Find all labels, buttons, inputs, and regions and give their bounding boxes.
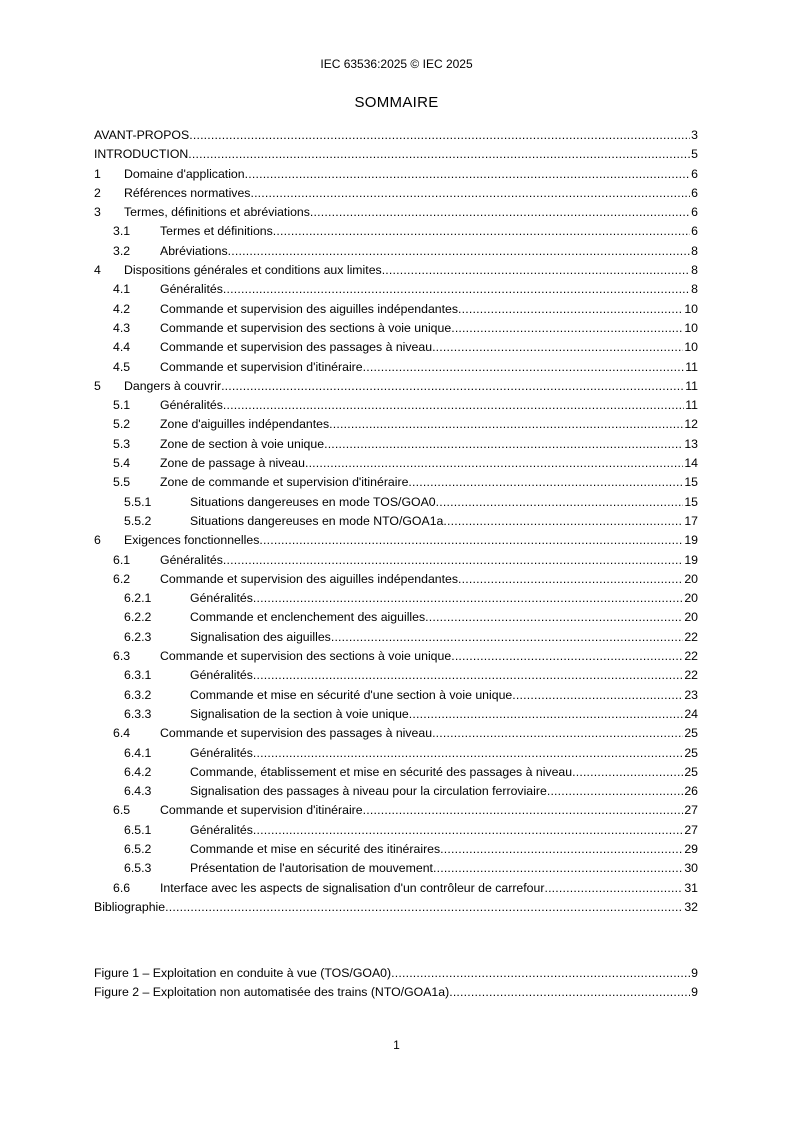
toc-entry[interactable] [94, 222, 698, 241]
toc-entry-title: Références normatives [124, 185, 251, 200]
toc-entry-page: 6 [691, 205, 698, 220]
list-of-figures [94, 964, 698, 1003]
toc-entry-page: 11 [685, 359, 698, 374]
dot-leader [223, 551, 683, 570]
toc-entry-title: Commande et supervision des sections à voie unique [160, 320, 452, 335]
dot-leader [432, 724, 683, 743]
toc-entry-number: 4.3 [113, 320, 131, 335]
toc-entry-title: Commande et mise en sécurité des itinéraires [190, 841, 441, 856]
toc-entry-number: 5.5.1 [124, 494, 152, 509]
toc-entry[interactable] [94, 358, 698, 377]
toc-entry-number: 6.5.3 [124, 861, 152, 876]
dot-leader [324, 435, 683, 454]
toc-entry-number: 5.5.2 [124, 513, 152, 528]
toc-entry-title: Généralités [190, 668, 253, 683]
document-header: IEC 63536:2025 © IEC 2025 [320, 57, 473, 71]
toc-entry-title: Abréviations [160, 243, 228, 258]
toc-entry-page: 17 [684, 513, 698, 528]
toc-entry-number: 4.5 [113, 359, 131, 374]
toc-entry-number: 6 [94, 533, 101, 548]
dot-leader [408, 473, 683, 492]
toc-entry[interactable] [94, 879, 698, 898]
toc-entry-number: 6.2 [113, 571, 131, 586]
toc-entry-title: Commande et supervision des sections à voie unique [160, 649, 452, 664]
toc-entry-page: 8 [691, 282, 698, 297]
toc-entry-title: Généralités [190, 745, 253, 760]
dot-leader [253, 744, 683, 763]
toc-entry-page: 20 [684, 571, 698, 586]
table-of-contents [94, 126, 698, 917]
dot-leader [259, 531, 683, 550]
toc-entry-page: 10 [684, 340, 698, 355]
toc-entry-title: Commande et supervision d'itinéraire [160, 803, 363, 818]
dot-leader [189, 126, 690, 145]
toc-entry-page: 25 [684, 745, 698, 760]
toc-entry-page: 15 [684, 494, 698, 509]
toc-entry-number: 5 [94, 378, 101, 393]
toc-entry-title: Commande et supervision des passages à niveau [160, 340, 433, 355]
toc-entry-title: Présentation de l'autorisation de mouvement [190, 861, 433, 876]
toc-entry-number: 6.4.1 [124, 745, 152, 760]
toc-entry-page: 20 [684, 591, 698, 606]
dot-leader [253, 821, 683, 840]
toc-entry-page: 6 [691, 185, 698, 200]
toc-entry[interactable] [94, 570, 698, 589]
dot-leader [436, 493, 684, 512]
toc-entry[interactable] [94, 551, 698, 570]
toc-entry[interactable] [94, 628, 698, 647]
dot-leader [409, 705, 684, 724]
toc-entry[interactable] [94, 377, 698, 396]
toc-entry-title: Figure 2 – Exploitation non automatisée des trains (NTO/GOA1a) [94, 985, 450, 1000]
toc-entry-page: 19 [684, 552, 698, 567]
toc-entry-title: Commande et supervision des aiguilles indépendantes [160, 571, 459, 586]
toc-entry-number: 6.6 [113, 880, 131, 895]
dot-leader [305, 454, 683, 473]
dot-leader [432, 338, 683, 357]
toc-entry[interactable] [94, 435, 698, 454]
dot-leader [382, 261, 690, 280]
toc-entry[interactable] [94, 686, 698, 705]
toc-entry-number: 5.2 [113, 417, 131, 432]
dot-leader [331, 628, 683, 647]
dot-leader [329, 415, 683, 434]
toc-entry[interactable] [94, 184, 698, 203]
toc-entry-title: Signalisation des passages à niveau pour la circulation ferroviaire [190, 784, 547, 799]
toc-entry-page: 8 [691, 243, 698, 258]
toc-entry-number: 5.1 [113, 398, 131, 413]
toc-entry[interactable] [94, 763, 698, 782]
toc-entry-number: 2 [94, 185, 101, 200]
dot-leader [363, 801, 684, 820]
toc-entry[interactable] [94, 338, 698, 357]
toc-entry[interactable] [94, 801, 698, 820]
toc-entry[interactable] [94, 145, 698, 164]
toc-entry[interactable] [94, 859, 698, 878]
toc-entry-number: 6.4 [113, 726, 131, 741]
toc-entry-title: Zone de commande et supervision d'itinéraire [160, 475, 409, 490]
toc-entry[interactable] [94, 319, 698, 338]
toc-entry-number: 6.5 [113, 803, 131, 818]
toc-entry-number: 5.4 [113, 456, 131, 471]
toc-entry-title: Commande et supervision des aiguilles indépendantes [160, 301, 459, 316]
toc-entry-title: Généralités [160, 398, 223, 413]
toc-entry-number: 6.2.1 [124, 591, 152, 606]
toc-entry-number: 1 [94, 166, 101, 181]
toc-entry-number: 6.3.3 [124, 706, 152, 721]
dot-leader [310, 203, 690, 222]
toc-entry-number: 5.5 [113, 475, 131, 490]
dot-leader [449, 983, 690, 1002]
dot-leader [443, 512, 683, 531]
toc-entry[interactable] [94, 454, 698, 473]
toc-entry[interactable] [94, 203, 698, 222]
dot-leader [250, 184, 690, 203]
dot-leader [547, 782, 683, 801]
toc-entry-number: 6.4.3 [124, 784, 152, 799]
toc-entry-title: Termes et définitions [160, 224, 273, 239]
toc-entry-page: 31 [684, 880, 698, 895]
toc-entry-title: Interface avec les aspects de signalisation d'un contrôleur de carrefour [160, 880, 545, 895]
dot-leader [245, 165, 691, 184]
toc-entry[interactable] [94, 724, 698, 743]
toc-entry[interactable] [94, 242, 698, 261]
toc-entry-page: 23 [684, 687, 698, 702]
toc-entry-title: Signalisation des aiguilles [190, 629, 331, 644]
toc-entry-number: 6.5.1 [124, 822, 152, 837]
toc-entry-title: Généralités [190, 822, 253, 837]
toc-entry-page: 24 [684, 706, 698, 721]
toc-entry-page: 15 [684, 475, 698, 490]
toc-entry-page: 5 [691, 147, 698, 162]
toc-entry-number: 3.1 [113, 224, 131, 239]
toc-entry[interactable] [94, 473, 698, 492]
toc-entry[interactable] [94, 261, 698, 280]
toc-entry-page: 22 [684, 668, 698, 683]
dot-leader [221, 377, 684, 396]
toc-entry-number: 6.4.2 [124, 764, 152, 779]
toc-entry-title: Zone d'aiguilles indépendantes [160, 417, 330, 432]
toc-entry-page: 22 [684, 629, 698, 644]
toc-entry[interactable] [94, 531, 698, 550]
toc-entry[interactable] [94, 744, 698, 763]
toc-entry-title: Zone de section à voie unique [160, 436, 325, 451]
toc-entry[interactable] [94, 782, 698, 801]
toc-entry-number: 4.1 [113, 282, 131, 297]
toc-entry-number: 3.2 [113, 243, 131, 258]
toc-entry-title: Domaine d'application [124, 166, 245, 181]
toc-entry[interactable] [94, 415, 698, 434]
toc-entry-title: Signalisation de la section à voie unique [190, 706, 409, 721]
toc-entry-title: Figure 1 – Exploitation en conduite à vue (TOS/GOA0) [94, 966, 392, 980]
dot-leader [458, 570, 683, 589]
toc-entry-title: Bibliographie [94, 899, 166, 914]
toc-entry-title: Généralités [160, 552, 223, 567]
toc-entry-number: 6.1 [113, 552, 131, 567]
toc-entry-page: 25 [684, 764, 698, 779]
toc-entry[interactable] [94, 512, 698, 531]
toc-entry-page: 27 [684, 803, 698, 818]
toc-entry-title: Dangers à couvrir [124, 378, 222, 393]
toc-entry-number: 3 [94, 205, 101, 220]
toc-entry-page: 11 [685, 398, 698, 413]
toc-entry-number: 6.2.2 [124, 610, 152, 625]
dot-leader [458, 300, 683, 319]
toc-entry-title: AVANT-PROPOS [94, 128, 190, 142]
toc-entry[interactable] [94, 898, 698, 917]
toc-entry-page: 6 [691, 166, 698, 181]
toc-entry-number: 4.2 [113, 301, 131, 316]
page-number: 1 [393, 1038, 400, 1052]
figure-entry[interactable] [94, 964, 698, 983]
toc-entry-number: 6.3.1 [124, 668, 152, 683]
toc-entry-title: Commande, établissement et mise en sécurité des passages à niveau [190, 764, 573, 779]
dot-leader [253, 666, 683, 685]
toc-entry-title: Situations dangereuses en mode NTO/GOA1a [190, 513, 444, 528]
toc-entry-page: 3 [691, 128, 698, 142]
dot-leader [223, 280, 690, 299]
dot-leader [512, 686, 683, 705]
dot-leader [363, 358, 685, 377]
toc-entry-title: Exigences fonctionnelles [124, 533, 260, 548]
toc-entry-title: Généralités [160, 282, 223, 297]
toc-entry-page: 9 [691, 966, 698, 980]
toc-entry-page: 22 [684, 649, 698, 664]
toc-entry[interactable] [94, 608, 698, 627]
dot-leader [451, 647, 683, 666]
toc-entry-page: 13 [684, 436, 698, 451]
toc-entry-number: 6.5.2 [124, 841, 152, 856]
toc-entry-title: Situations dangereuses en mode TOS/GOA0 [190, 494, 436, 509]
toc-entry[interactable] [94, 165, 698, 184]
toc-entry-page: 9 [691, 985, 698, 1000]
dot-leader [572, 763, 683, 782]
toc-entry[interactable] [94, 840, 698, 859]
toc-entry[interactable] [94, 493, 698, 512]
toc-entry[interactable] [94, 647, 698, 666]
toc-entry-number: 4.4 [113, 340, 131, 355]
toc-entry[interactable] [94, 126, 698, 145]
toc-entry-page: 11 [685, 378, 698, 393]
toc-entry-page: 27 [684, 822, 698, 837]
toc-entry-page: 26 [684, 784, 698, 799]
toc-entry[interactable] [94, 666, 698, 685]
toc-entry-number: 6.2.3 [124, 629, 152, 644]
dot-leader [273, 222, 690, 241]
dot-leader [440, 840, 683, 859]
toc-entry[interactable] [94, 396, 698, 415]
toc-entry-number: 6.3.2 [124, 687, 152, 702]
page-title: SOMMAIRE [354, 94, 439, 111]
dot-leader [165, 898, 683, 917]
toc-entry-number: 5.3 [113, 436, 131, 451]
toc-entry-number: 4 [94, 263, 101, 278]
toc-entry-title: INTRODUCTION [94, 147, 189, 162]
toc-entry-page: 6 [691, 224, 698, 239]
toc-entry-title: Généralités [190, 591, 253, 606]
dot-leader [228, 242, 690, 261]
dot-leader [433, 859, 683, 878]
figure-entry[interactable] [94, 983, 698, 1002]
toc-entry-page: 14 [684, 456, 698, 471]
toc-entry-page: 8 [691, 263, 698, 278]
toc-entry-page: 32 [684, 899, 698, 914]
toc-entry-page: 29 [684, 841, 698, 856]
toc-entry[interactable] [94, 705, 698, 724]
toc-entry-page: 12 [684, 417, 698, 432]
dot-leader [425, 608, 683, 627]
toc-entry-title: Termes, définitions et abréviations [124, 205, 310, 220]
toc-entry-title: Commande et mise en sécurité d'une section à voie unique [190, 687, 513, 702]
dot-leader [544, 879, 683, 898]
dot-leader [391, 964, 690, 983]
toc-entry[interactable] [94, 300, 698, 319]
toc-entry-number: 6.3 [113, 649, 131, 664]
toc-entry-page: 25 [684, 726, 698, 741]
toc-entry[interactable] [94, 821, 698, 840]
toc-entry-title: Commande et enclenchement des aiguilles [190, 610, 426, 625]
toc-entry-title: Commande et supervision d'itinéraire [160, 359, 363, 374]
toc-entry-page: 30 [684, 861, 698, 876]
toc-entry[interactable] [94, 589, 698, 608]
dot-leader [188, 145, 690, 164]
toc-entry-title: Zone de passage à niveau [160, 456, 305, 471]
toc-entry-page: 10 [684, 301, 698, 316]
toc-entry-title: Dispositions générales et conditions aux limites [124, 263, 382, 278]
toc-entry-page: 10 [684, 320, 698, 335]
toc-entry-page: 20 [684, 610, 698, 625]
dot-leader [223, 396, 684, 415]
toc-entry[interactable] [94, 280, 698, 299]
dot-leader [253, 589, 683, 608]
dot-leader [451, 319, 683, 338]
toc-entry-title: Commande et supervision des passages à niveau [160, 726, 433, 741]
toc-entry-page: 19 [684, 533, 698, 548]
